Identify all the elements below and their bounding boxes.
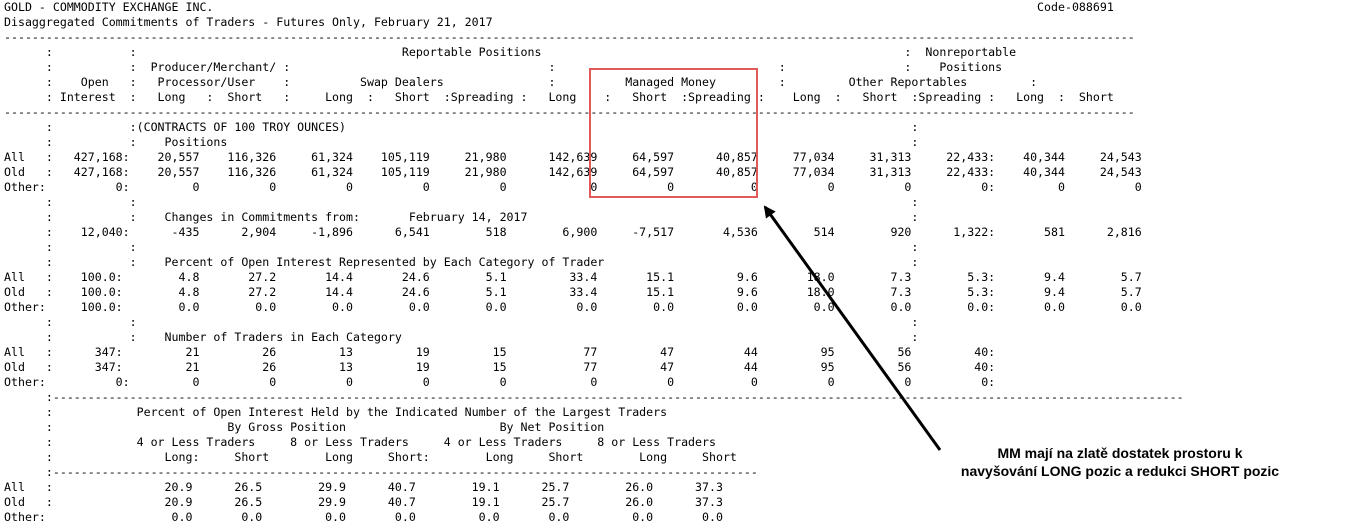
report-line: :----------------------------------------------------------------------------------------------------- [4, 465, 758, 479]
report-line: Old : 20.9 26.5 29.9 40.7 19.1 25.7 26.0 37.3 [4, 495, 723, 509]
report-line: GOLD - COMMODITY EXCHANGE INC. Code-088691 [4, 0, 1114, 14]
report-line: Disaggregated Commitments of Traders - Futures Only, February 21, 2017 [4, 15, 493, 29]
report-line: : : : [4, 315, 919, 329]
report-line: : Interest : Long : Short : Long : Short :Spreading : Long : Short :Spreading : Long : Short :Spreading : Long : Short [4, 90, 1114, 104]
report-line: All : 100.0: 4.8 27.2 14.4 24.6 5.1 33.4 15.1 9.6 18.0 7.3 5.3: 9.4 5.7 [4, 270, 1142, 284]
report-line: : : Producer/Merchant/ : : : : Positions [4, 60, 1003, 74]
report-line: All : 427,168: 20,557 116,326 61,324 105,119 21,980 142,639 64,597 40,857 77,034 31,313 22,433: 40,344 24,543 [4, 150, 1142, 164]
report-line: : By Gross Position By Net Position [4, 420, 605, 434]
report-line: : :(CONTRACTS OF 100 TROY OUNCES) : [4, 120, 919, 134]
annotation-line-2: navyšování LONG pozic a redukci SHORT pozic [960, 463, 1280, 479]
report-line: : : Reportable Positions : Nonreportable [4, 45, 1017, 59]
report-line: All : 347: 21 26 13 19 15 77 47 44 95 56 40: [4, 345, 996, 359]
annotation-line-1: MM mají na zlatě dostatek prostoru k [997, 445, 1243, 461]
arrow-line [765, 207, 940, 450]
report-line: Other: 0: 0 0 0 0 0 0 0 0 0 0 0: 0 0 [4, 180, 1142, 194]
report-line: : Open : Processor/User : Swap Dealers : Managed Money : Other Reportables : [4, 75, 1038, 89]
report-line: : : Positions : [4, 135, 919, 149]
report-line: : : Changes in Commitments from: February 14, 2017 : [4, 210, 919, 224]
annotation-text [920, 444, 1320, 480]
report-line: : Long: Short Long Short: Long Short Long Short [4, 450, 737, 464]
report-line: ------------------------------------------------------------------------------------------------------------------------------------------------------------------ [4, 105, 1135, 119]
report-line: Old : 427,168: 20,557 116,326 61,324 105,119 21,980 142,639 64,597 40,857 77,034 31,313 22,433: 40,344 24,543 [4, 165, 1142, 179]
report-line: : Percent of Open Interest Held by the Indicated Number of the Largest Traders [4, 405, 668, 419]
report-line: Other: 0: 0 0 0 0 0 0 0 0 0 0 0: [4, 375, 996, 389]
report-line: All : 20.9 26.5 29.9 40.7 19.1 25.7 26.0 37.3 [4, 480, 723, 494]
report-line: : 12,040: -435 2,904 -1,896 6,541 518 6,900 -7,517 4,536 514 920 1,322: 581 2,816 [4, 225, 1142, 239]
report-line: ------------------------------------------------------------------------------------------------------------------------------------------------------------------ [4, 30, 1135, 44]
report-line: : : Percent of Open Interest Represented by Each Category of Trader : [4, 255, 919, 269]
report-line: :------------------------------------------------------------------------------------------------------------------------------------------------------------------ [4, 390, 1184, 404]
report-line: : 4 or Less Traders 8 or Less Traders 4 or Less Traders 8 or Less Traders [4, 435, 716, 449]
report-line: Other: 0.0 0.0 0.0 0.0 0.0 0.0 0.0 0.0 [4, 510, 723, 524]
report-line: : : : [4, 195, 919, 209]
report-line: : : Number of Traders in Each Category : [4, 330, 919, 344]
report-line: Old : 100.0: 4.8 27.2 14.4 24.6 5.1 33.4 15.1 9.6 18.0 7.3 5.3: 9.4 5.7 [4, 285, 1142, 299]
report-line: Other: 100.0: 0.0 0.0 0.0 0.0 0.0 0.0 0.0 0.0 0.0 0.0 0.0: 0.0 0.0 [4, 300, 1142, 314]
report-line: Old : 347: 21 26 13 19 15 77 47 44 95 56 40: [4, 360, 996, 374]
report-line: : : : [4, 240, 919, 254]
